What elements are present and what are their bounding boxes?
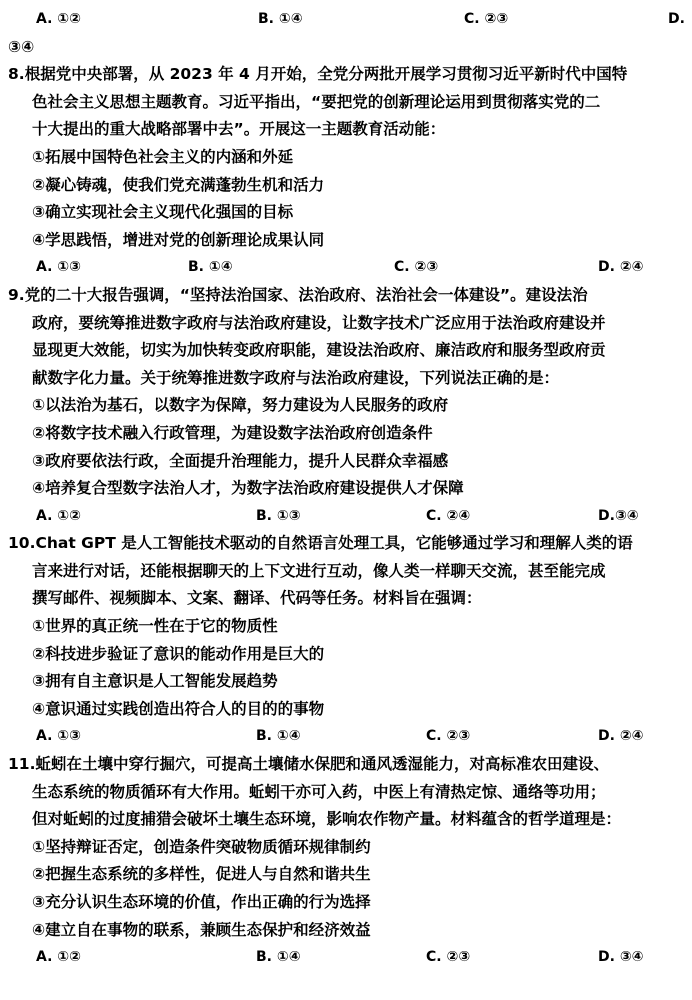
- question-stem-line: 献数字化力量。关于统筹推进数字政府与法治政府建设，下列说法正确的是：: [32, 368, 560, 387]
- statement-item: ④培养复合型数字法治人才，为数字法治政府建设提供人才保障: [32, 479, 464, 498]
- statement-item: ④建立自在事物的联系，兼顾生态保护和经济效益: [32, 920, 371, 939]
- question-stem-line: 生态系统的物质循环有大作用。蚯蚓干亦可入药，中医上有清热定惊、通络等功用；: [32, 782, 606, 801]
- option-b: B. ①④: [258, 11, 303, 27]
- question-stem-line: 言来进行对话，还能根据聊天的上下文进行互动，像人类一样聊天交流，甚至能完成: [32, 561, 606, 580]
- option-a: A. ①③: [36, 728, 81, 745]
- option-c: C. ②③: [426, 728, 471, 745]
- statement-item: ④学思践悟，增进对党的创新理论成果认同: [32, 230, 325, 249]
- statement-item: ②凝心铸魂，使我们党充满蓬勃生机和活力: [32, 175, 325, 194]
- statement-item: ②科技进步验证了意识的能动作用是巨大的: [32, 644, 325, 663]
- statement-item: ①坚持辩证否定，创造条件突破物质循环规律制约: [32, 837, 371, 856]
- option-b: B. ①④: [256, 949, 301, 966]
- statement-item: ④意识通过实践创造出符合人的目的的事物: [32, 699, 325, 718]
- option-a: A. ①③: [36, 259, 81, 276]
- option-b: B. ①④: [256, 728, 301, 745]
- question-number: 10.: [8, 534, 36, 553]
- option-c: C. ②④: [426, 507, 471, 524]
- statement-item: ②将数字技术融入行政管理，为建设数字法治政府创造条件: [32, 423, 433, 442]
- stem-text: Chat GPT 是人工智能技术驱动的自然语言处理工具，它能够通过学习和理解人类的语: [35, 534, 633, 553]
- question-11: [8, 751, 686, 972]
- stem-text: 根据党中央部署，从 2023 年 4 月开始，全党分两批开展学习贯彻习近平新时代中国特: [24, 65, 628, 84]
- answer-options: [8, 254, 686, 282]
- question-stem-line: 撰写邮件、视频脚本、文案、翻译、代码等任务。材料旨在强调：: [32, 589, 482, 608]
- statement-item: ②把握生态系统的多样性，促进人与自然和谐共生: [32, 865, 371, 884]
- option-a: A. ①②: [36, 507, 81, 524]
- option-a: A. ①②: [36, 11, 81, 27]
- question-stem-line: [8, 282, 686, 310]
- statement-item: ③充分认识生态环境的价值，作出正确的行为选择: [32, 893, 371, 911]
- stem-text: 蚯蚓在土壤中穿行掘穴，可提高土壤储水保肥和通风透湿能力，对高标准农田建设、: [35, 755, 609, 774]
- option-d: D.: [668, 11, 685, 27]
- statement-item: ③政府要依法行政，全面提升治理能力，提升人民群众幸福感: [32, 451, 449, 470]
- question-9: [8, 282, 686, 530]
- option-a: A. ①②: [36, 949, 81, 966]
- question-stem-line: [8, 751, 686, 779]
- option-c: C. ②③: [464, 11, 509, 27]
- option-d: D. ③④: [598, 949, 644, 966]
- question-stem-line: [8, 530, 686, 558]
- question-stem-line: 但对蚯蚓的过度捕猎会破坏土壤生态环境，影响农作物产量。材料蕴含的哲学道理是：: [32, 810, 622, 829]
- prev-option-d-wrap: ③④: [8, 37, 35, 56]
- statement-item: ①拓展中国特色社会主义的内涵和外延: [32, 147, 294, 166]
- question-number: 9.: [8, 285, 25, 304]
- question-stem-line: 十大提出的重大战略部署中去”。开展这一主题教育活动能：: [32, 120, 446, 139]
- statement-item: ①以法治为基石，以数字为保障，努力建设为人民服务的政府: [32, 396, 449, 415]
- question-10: [8, 530, 686, 751]
- prev-question-options: [8, 6, 686, 34]
- option-d: D.③④: [598, 507, 639, 524]
- option-b: B. ①③: [256, 507, 301, 524]
- option-d: D. ②④: [598, 259, 644, 276]
- answer-options: [8, 944, 686, 972]
- question-8: [8, 61, 686, 282]
- option-b: B. ①④: [188, 259, 233, 276]
- question-stem-line: [8, 61, 686, 89]
- question-stem-line: 政府，要统筹推进数字政府与法治政府建设，让数字技术广泛应用于法治政府建设并: [32, 313, 606, 332]
- question-number: 11.: [8, 755, 36, 774]
- statement-item: ①世界的真正统一性在于它的物质性: [32, 617, 278, 636]
- question-stem-line: 显现更大效能，切实为加快转变政府职能，建设法治政府、廉洁政府和服务型政府贡: [32, 341, 606, 360]
- answer-options: [8, 503, 686, 531]
- statement-item: ③拥有自主意识是人工智能发展趋势: [32, 672, 278, 691]
- option-c: C. ②③: [394, 259, 439, 276]
- statement-item: ③确立实现社会主义现代化强国的目标: [32, 203, 294, 222]
- option-d: D. ②④: [598, 728, 644, 745]
- question-stem-line: 色社会主义思想主题教育。习近平指出，“要把党的创新理论运用到贯彻落实党的二: [32, 92, 601, 111]
- question-number: 8.: [8, 65, 25, 84]
- stem-text: 党的二十大报告强调，“坚持法治国家、法治政府、法治社会一体建设”。建设法治: [24, 285, 588, 304]
- option-c: C. ②③: [426, 949, 471, 966]
- answer-options: [8, 723, 686, 751]
